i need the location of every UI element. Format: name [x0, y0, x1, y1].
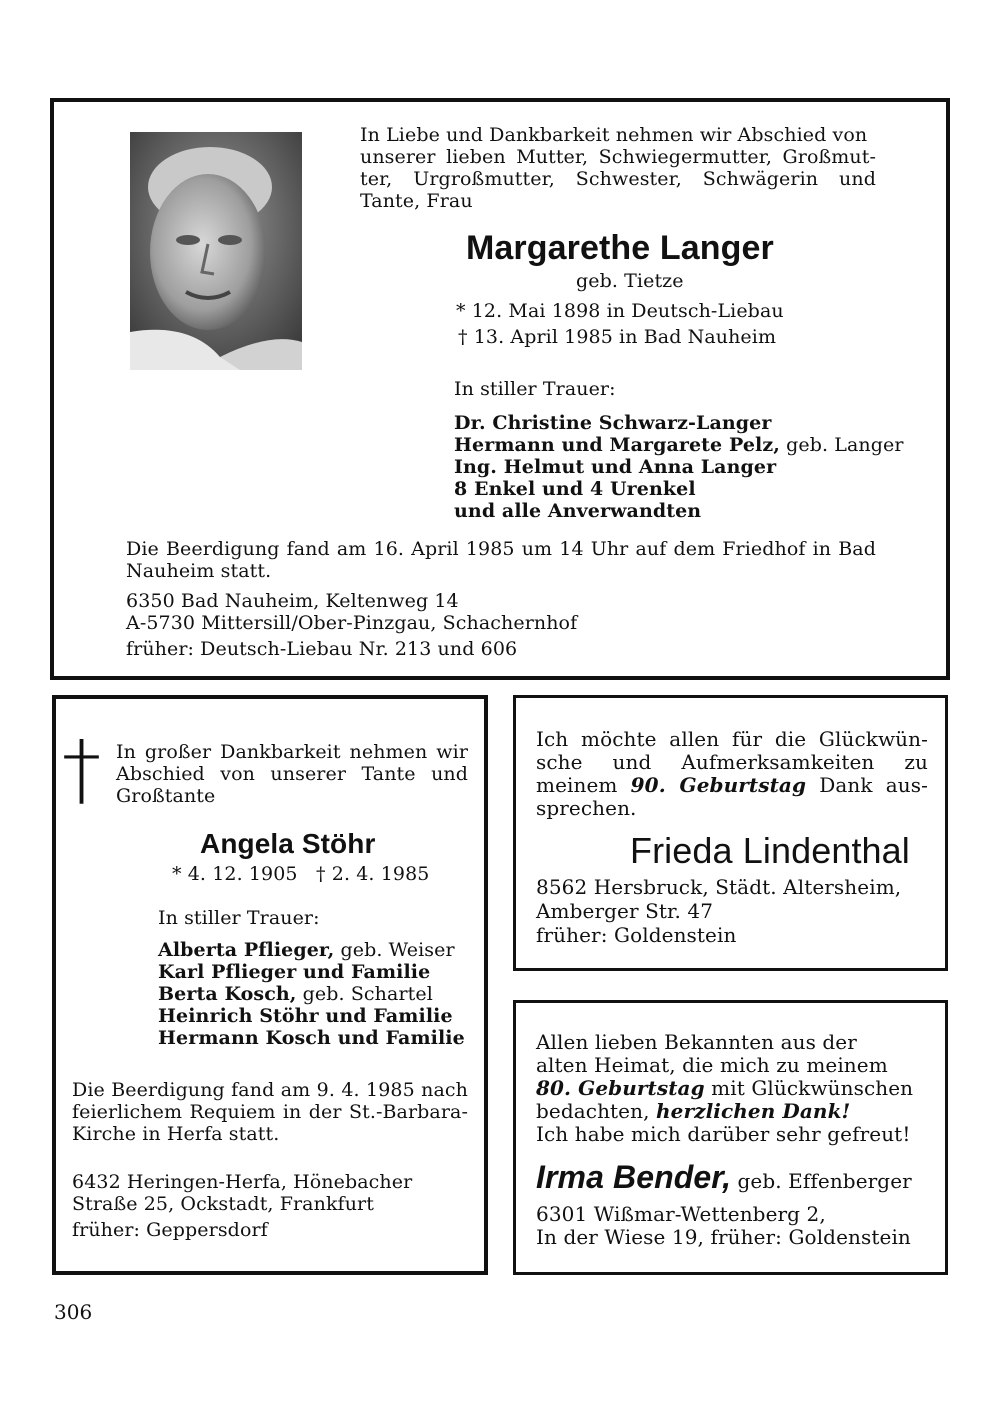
- life-dates: * 4. 12. 1905 † 2. 4. 1985: [172, 863, 430, 885]
- funeral-info: Die Beerdigung fand am 16. April 1985 um 14 Uhr auf dem Friedhof in Bad: [126, 538, 876, 560]
- intro-line: In großer Dankbarkeit nehmen wir: [116, 741, 468, 763]
- sender-name: Frieda Lindenthal: [630, 830, 910, 871]
- mourner: Heinrich Stöhr und Familie: [158, 1005, 453, 1027]
- address-line: früher: Geppersdorf: [72, 1219, 268, 1241]
- address-line: 6301 Wißmar-Wettenberg 2,: [536, 1202, 826, 1226]
- portrait-photo: [130, 132, 302, 370]
- intro-line: Tante, Frau: [360, 190, 473, 212]
- thanks-line: 80. Geburtstag mit Glückwünschen: [536, 1076, 914, 1100]
- mourning-label: In stiller Trauer:: [454, 378, 616, 400]
- thanks-line: Allen lieben Bekannten aus der: [536, 1030, 857, 1054]
- address-line: Straße 25, Ockstadt, Frankfurt: [72, 1193, 374, 1215]
- mourner: Karl Pflieger und Familie: [158, 961, 431, 983]
- thanks-line: bedachten, herzlichen Dank!: [536, 1099, 851, 1123]
- funeral-info: feierlichem Requiem in der St.-Barbara-: [72, 1101, 468, 1123]
- funeral-info: Nauheim statt.: [126, 560, 272, 582]
- address-line: In der Wiese 19, früher: Goldenstein: [536, 1225, 911, 1249]
- address-line: 6432 Heringen-Herfa, Hönebacher: [72, 1171, 413, 1193]
- mourner: Dr. Christine Schwarz-Langer: [454, 412, 772, 434]
- address-line: 6350 Bad Nauheim, Keltenweg 14: [126, 590, 459, 612]
- obituary-angela-stoehr: [52, 695, 488, 1275]
- mourner: Hermann und Margarete Pelz, geb. Langer: [454, 434, 904, 456]
- death-date: † 13. April 1985 in Bad Nauheim: [458, 326, 777, 348]
- mourner: Alberta Pflieger, geb. Weiser: [158, 939, 455, 961]
- thanks-line: sprechen.: [536, 796, 637, 820]
- thanks-line: sche und Aufmerksamkeiten zu: [536, 750, 928, 774]
- intro-line: Abschied von unserer Tante und: [116, 763, 468, 785]
- mourner: 8 Enkel und 4 Urenkel: [454, 478, 696, 500]
- intro-line: unserer lieben Mutter, Schwiegermutter, Großmut-: [360, 146, 876, 168]
- address-line: früher: Goldenstein: [536, 923, 737, 947]
- thanks-line: Ich habe mich darüber sehr gefreut!: [536, 1122, 911, 1146]
- address-line: Amberger Str. 47: [536, 899, 714, 923]
- thanks-line: alten Heimat, die mich zu meinem: [536, 1053, 888, 1077]
- funeral-info: Die Beerdigung fand am 9. 4. 1985 nach: [72, 1079, 468, 1101]
- maiden-name: geb. Tietze: [576, 270, 684, 292]
- page-number: 306: [54, 1300, 93, 1324]
- sender-name: Irma Bender, geb. Effenberger: [536, 1159, 912, 1195]
- thanks-frieda-lindenthal: [513, 695, 948, 971]
- mourner: und alle Anverwandten: [454, 500, 702, 522]
- mourner: Berta Kosch, geb. Schartel: [158, 983, 433, 1005]
- intro-line: Großtante: [116, 785, 216, 807]
- intro-line: ter, Urgroßmutter, Schwester, Schwägerin und: [360, 168, 876, 190]
- cross-icon: †: [62, 725, 102, 815]
- intro-line: In Liebe und Dankbarkeit nehmen wir Abschied von: [360, 124, 868, 146]
- funeral-info: Kirche in Herfa statt.: [72, 1123, 280, 1145]
- address-line: früher: Deutsch-Liebau Nr. 213 und 606: [126, 638, 518, 660]
- mourner: Ing. Helmut und Anna Langer: [454, 456, 777, 478]
- birth-date: * 12. Mai 1898 in Deutsch-Liebau: [456, 300, 784, 322]
- deceased-name: Margarethe Langer: [466, 229, 774, 267]
- mourning-label: In stiller Trauer:: [158, 907, 320, 929]
- thanks-irma-bender: [513, 1000, 948, 1275]
- thanks-line: meinem 90. Geburtstag Dank aus-: [536, 773, 928, 797]
- address-line: 8562 Hersbruck, Städt. Altersheim,: [536, 875, 902, 899]
- address-line: A-5730 Mittersill/Ober-Pinzgau, Schachernhof: [126, 612, 578, 634]
- obituary-margarethe-langer: [50, 98, 950, 680]
- mourner: Hermann Kosch und Familie: [158, 1027, 465, 1049]
- thanks-line: Ich möchte allen für die Glückwün-: [536, 727, 928, 751]
- deceased-name: Angela Stöhr: [200, 828, 376, 859]
